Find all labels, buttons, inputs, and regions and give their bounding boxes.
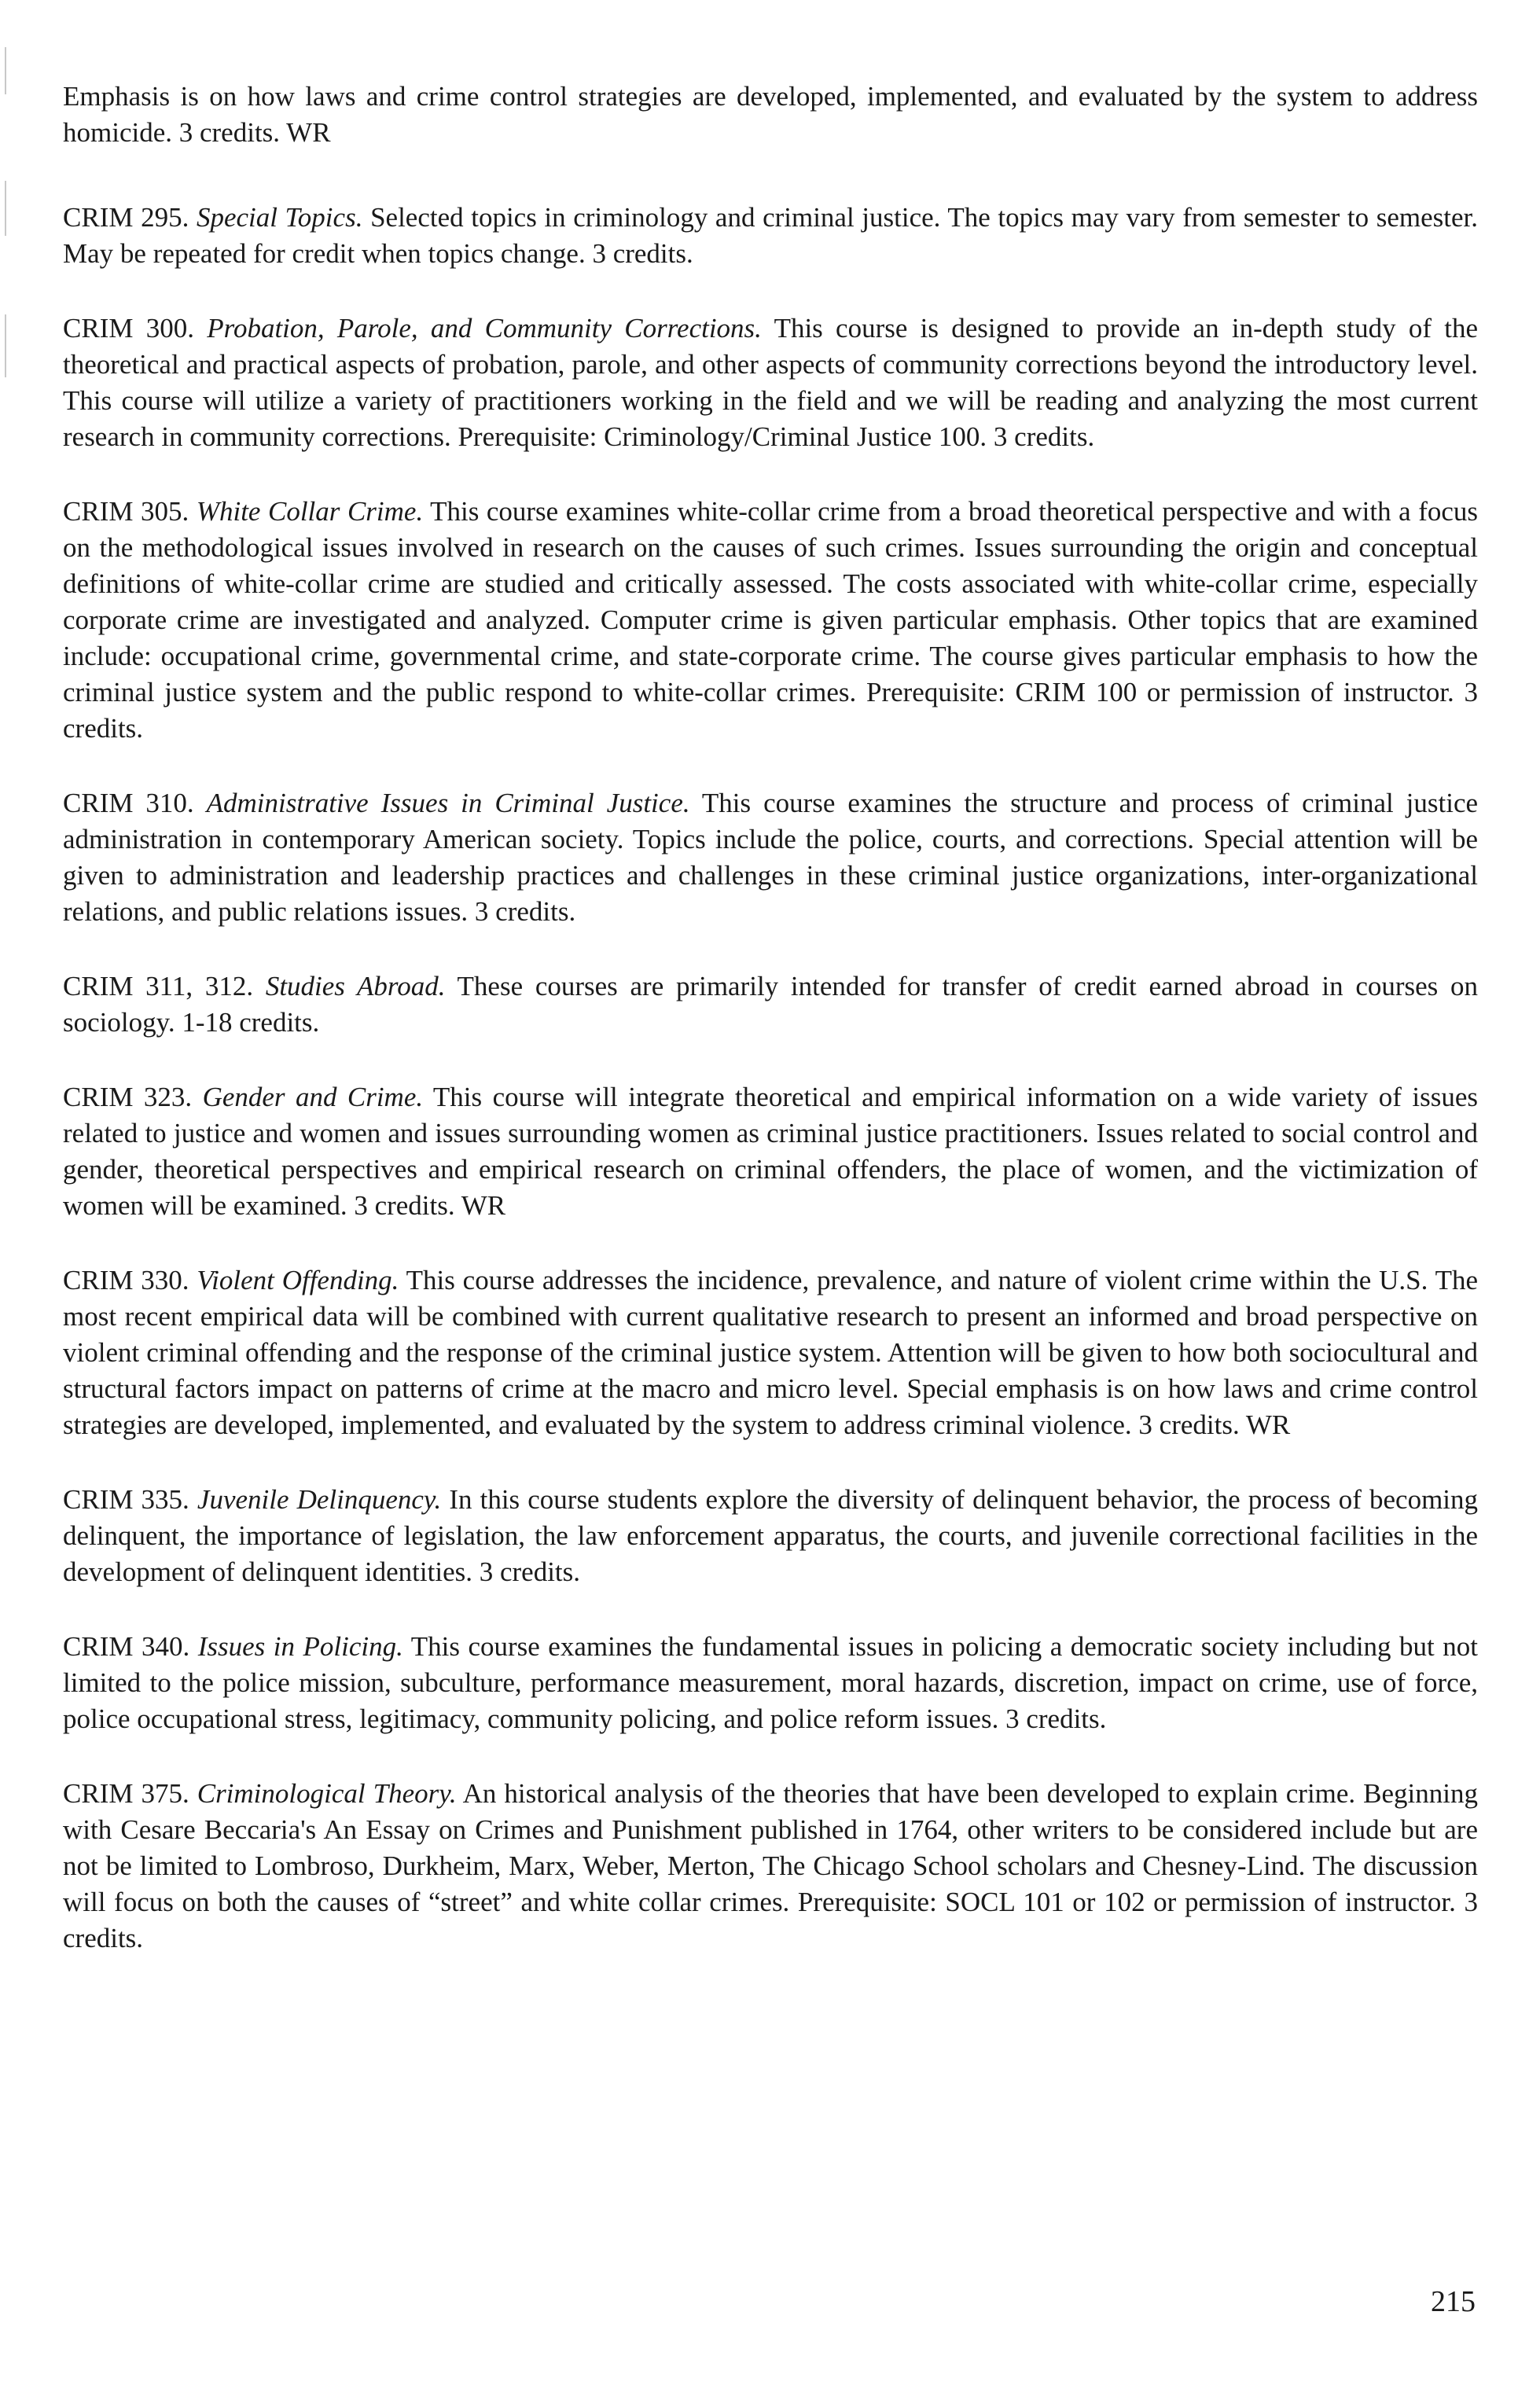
intro-text: Emphasis is on how laws and crime control strategies are developed, implemented, and evaluated by the system to address homicide. 3 credits. WR [63, 81, 1478, 148]
course-code: CRIM 375. [63, 1778, 189, 1809]
course-code: CRIM 300. [63, 313, 194, 344]
course-entry-crim-330 [63, 1262, 1478, 1443]
course-code: CRIM 340. [63, 1631, 190, 1662]
course-description: Selected topics in criminology and criminal justice. The topics may vary from semester to semester. May be repeated for credit when topics change. 3 credits. [63, 202, 1479, 269]
course-code: CRIM 305. [63, 496, 189, 527]
course-description: These courses are primarily intended for transfer of credit earned abroad in courses on sociology. 1-18 credits. [63, 971, 1479, 1038]
course-description: This course examines the fundamental issues in policing a democratic society including but not limited to the police mission, subculture, performance measurement, moral hazards, discretion, impact on crime, use of force, police occupational stress, legitimacy, community policing, and police reform issues. 3 credits. [63, 1631, 1478, 1734]
course-code: CRIM 311, 312. [63, 971, 254, 1001]
course-title: Special Topics. [196, 202, 363, 233]
course-entry-crim-305 [63, 494, 1478, 747]
course-description: This course will integrate theoretical and empirical information on a wide variety of issues related to justice and women and issues surrounding women as criminal justice practitioners. Issues related to social control and gender, theoretical perspectives and empirical research on criminal offenders, the place of women, and the victimization of women will be examined. 3 credits. WR [63, 1082, 1478, 1221]
course-description: This course examines the structure and process of criminal justice administration in contemporary American society. Topics include the police, courts, and corrections. Special attention will be given to administration and leadership practices and challenges in these criminal justice organizations, inter-organizational relations, and public relations issues. 3 credits. [63, 788, 1479, 927]
course-code: CRIM 310. [63, 788, 194, 818]
course-title: Criminological Theory. [197, 1778, 457, 1809]
course-title: Violent Offending. [197, 1265, 399, 1295]
course-title: Administrative Issues in Criminal Justice. [206, 788, 690, 818]
course-code: CRIM 335. [63, 1484, 189, 1515]
course-entry-crim-295 [63, 200, 1478, 272]
course-entry-crim-375 [63, 1776, 1478, 1957]
course-entry-crim-311-312 [63, 968, 1478, 1041]
course-title: Probation, Parole, and Community Corrections. [207, 313, 762, 344]
course-description: An historical analysis of the theories that have been developed to explain crime. Beginning with Cesare Beccaria's An Essay on Crimes and Punishment published in 1764, other writers to be considered include but are not be limited to Lombroso, Durkheim, Marx, Weber, Merton, The Chicago School scholars and Chesney-Lind. The discussion will focus on both the causes of “street” and white collar crimes. Prerequisite: SOCL 101 or 102 or permission of instructor. 3 credits. [63, 1778, 1478, 1953]
course-code: CRIM 330. [63, 1265, 189, 1295]
course-entry-crim-335 [63, 1482, 1478, 1590]
catalog-page [63, 79, 1478, 1995]
left-margin-mark [5, 181, 6, 236]
left-margin-mark [5, 47, 6, 94]
course-title: White Collar Crime. [196, 496, 424, 527]
course-title: Juvenile Delinquency. [197, 1484, 442, 1515]
course-code: CRIM 295. [63, 202, 189, 233]
course-description: This course examines white-collar crime from a broad theoretical perspective and with a focus on the methodological issues involved in research on the causes of such crimes. Issues surrounding the origin and conceptual definitions of white-collar crime are studied and critically assessed. The costs associated with white-collar crime, especially corporate crime are investigated and analyzed. Computer crime is given particular emphasis. Other topics that are examined include: occupational crime, governmental crime, and state-corporate crime. The course gives particular emphasis to how the criminal justice system and the public respond to white-collar crimes. Prerequisite: CRIM 100 or permission of instructor. 3 credits. [63, 496, 1479, 744]
course-entry-crim-323 [63, 1079, 1478, 1224]
course-entry-crim-340 [63, 1629, 1478, 1737]
course-title: Studies Abroad. [265, 971, 446, 1001]
course-entry-crim-300 [63, 311, 1478, 455]
course-title: Issues in Policing. [197, 1631, 403, 1662]
course-title: Gender and Crime. [202, 1082, 424, 1112]
left-margin-mark [5, 314, 6, 377]
course-description: In this course students explore the diversity of delinquent behavior, the process of becoming delinquent, the importance of legislation, the law enforcement apparatus, the courts, and juvenile correctional facilities in the development of delinquent identities. 3 credits. [63, 1484, 1479, 1587]
course-description: This course addresses the incidence, prevalence, and nature of violent crime within the U.S. The most recent empirical data will be combined with current qualitative research to present an informed and broad perspective on violent criminal offending and the response of the criminal justice system. Attention will be given to how both sociocultural and structural factors impact on patterns of crime at the macro and micro level. Special emphasis is on how laws and crime control strategies are developed, implemented, and evaluated by the system to address criminal violence. 3 credits. WR [63, 1265, 1478, 1440]
page-number: 215 [1431, 2285, 1476, 2318]
course-description: This course is designed to provide an in-depth study of the theoretical and practical aspects of probation, parole, and other aspects of community corrections beyond the introductory level. This course will utilize a variety of practitioners working in the field and we will be reading and analyzing the most current research in community corrections. Prerequisite: Criminology/Criminal Justice 100. 3 credits. [63, 313, 1479, 452]
course-code: CRIM 323. [63, 1082, 193, 1112]
intro-paragraph [63, 79, 1478, 151]
course-entry-crim-310 [63, 785, 1478, 930]
